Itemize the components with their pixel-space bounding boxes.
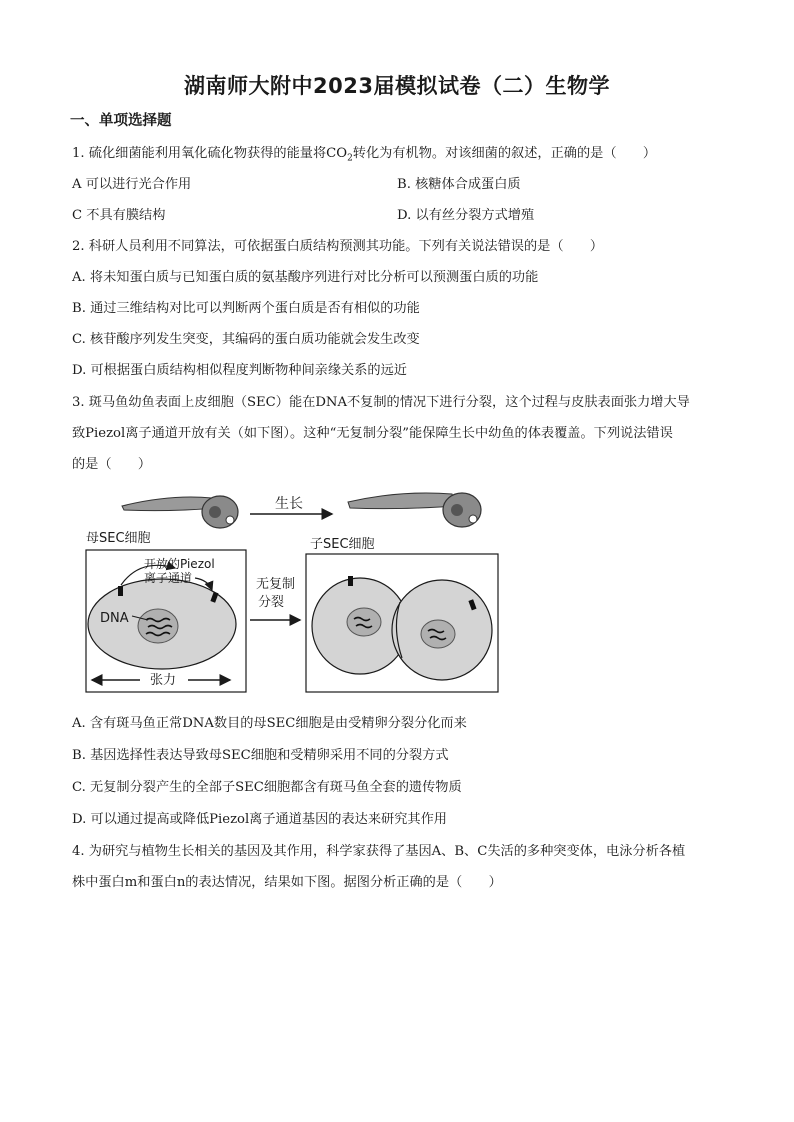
question-3-option-b: B. 基因选择性表达导致母SEC细胞和受精卵采用不同的分裂方式 — [72, 748, 449, 763]
question-3-stem-line-2: 致Piezol离子通道开放有关（如下图）。这种“无复制分裂”能保障生长中幼鱼的体表覆盖。下列说法错误 — [72, 426, 673, 441]
question-2-option-d: D. 可根据蛋白质结构相似程度判断物种间亲缘关系的远近 — [72, 363, 407, 378]
growth-label: 生长 — [275, 496, 303, 512]
tension-label: 张力 — [150, 673, 177, 688]
page-title: 湖南师大附中2023届模拟试卷（二）生物学 — [184, 74, 610, 98]
question-3-option-a: A. 含有斑马鱼正常DNA数目的母SEC细胞是由受精卵分裂分化而来 — [72, 716, 467, 731]
question-3-option-d: D. 可以通过提高或降低Piezol离子通道基因的表达来研究其作用 — [72, 812, 447, 827]
mother-nucleus — [138, 609, 178, 643]
question-1-option-d: D. 以有丝分裂方式增殖 — [397, 208, 535, 223]
division-label-2: 分裂 — [258, 595, 285, 610]
dna-label: DNA — [100, 611, 129, 626]
larva-small-icon — [122, 496, 238, 528]
question-1-option-c: C 不具有膜结构 — [72, 208, 166, 223]
larva-large-icon — [348, 493, 481, 527]
sec-division-figure — [80, 488, 510, 698]
question-2-stem: 2. 科研人员利用不同算法，可依据蛋白质结构预测其功能。下列有关说法错误的是（ ） — [72, 239, 604, 254]
channel-label-1: 开放的Piezol — [144, 557, 215, 571]
division-label-1: 无复制 — [256, 577, 296, 592]
piezol-channel-icon — [118, 586, 123, 596]
question-4-stem-line-1: 4. 为研究与植物生长相关的基因及其作用，科学家获得了基因A、B、C失活的多种突变体，电泳分析各植 — [72, 844, 686, 859]
mother-sec-label: 母SEC细胞 — [86, 531, 151, 546]
question-2-option-c: C. 核苷酸序列发生突变，其编码的蛋白质功能就会发生改变 — [72, 332, 420, 347]
question-3-stem-line-3: 的是（ ） — [72, 457, 152, 472]
daughter-sec-label: 子SEC细胞 — [310, 537, 375, 552]
question-3-option-c: C. 无复制分裂产生的全部子SEC细胞都含有斑马鱼全套的遗传物质 — [72, 780, 462, 795]
question-4-stem-line-2: 株中蛋白m和蛋白n的表达情况，结果如下图。据图分析正确的是（ ） — [72, 875, 502, 890]
question-1-option-b: B. 核糖体合成蛋白质 — [397, 177, 521, 192]
question-2-option-b: B. 通过三维结构对比可以判断两个蛋白质是否有相似的功能 — [72, 301, 420, 316]
question-3-stem-line-1: 3. 斑马鱼幼鱼表面上皮细胞（SEC）能在DNA不复制的情况下进行分裂，这个过程与皮肤表面张力增大导 — [72, 395, 690, 410]
section-heading: 一、单项选择题 — [70, 113, 172, 129]
question-1-option-a: A 可以进行光合作用 — [72, 177, 192, 192]
channel-label-2: 离子通道 — [144, 571, 193, 585]
question-1-stem: 1. 硫化细菌能利用氧化硫化物获得的能量将$CO_2$转化为有机物。对该细菌的叙述，正确的是（ ） — [72, 146, 657, 164]
question-2-option-a: A. 将未知蛋白质与已知蛋白质的氨基酸序列进行对比分析可以预测蛋白质的功能 — [72, 270, 539, 285]
